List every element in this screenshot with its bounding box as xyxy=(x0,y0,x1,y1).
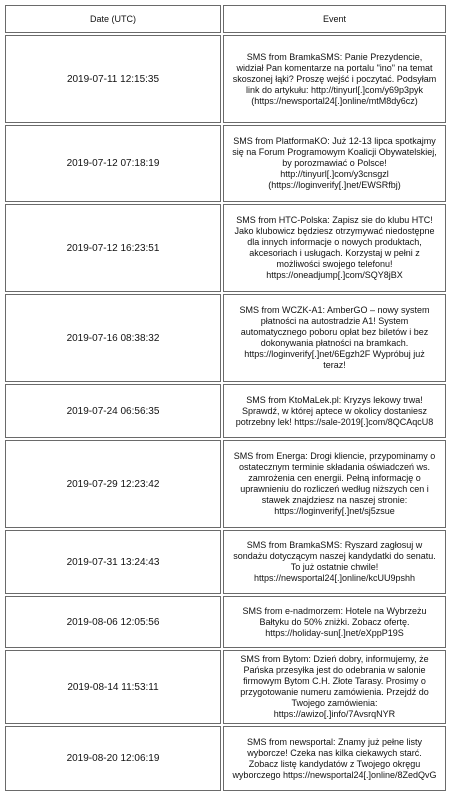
table-body xyxy=(5,35,446,791)
date-cell: 2019-07-12 16:23:51 xyxy=(5,204,221,292)
date-cell: 2019-07-16 08:38:32 xyxy=(5,294,221,382)
table-row xyxy=(5,384,446,438)
event-cell: SMS from e-nadmorzem: Hotele na Wybrzeżu Bałtyku do 50% zniżki. Zobacz ofertę. https://holiday-sun[.]net/eXppP19S xyxy=(223,596,446,648)
table-row xyxy=(5,530,446,594)
event-cell: SMS from KtoMaLek.pl: Kryzys lekowy trwa! Sprawdź, w której aptece w okolicy dostaniesz potrzebny lek! https://sale-2019[.]com/8QCAqcU8 xyxy=(223,384,446,438)
table-header xyxy=(5,5,446,33)
table-row xyxy=(5,440,446,528)
date-cell: 2019-07-29 12:23:42 xyxy=(5,440,221,528)
table-row xyxy=(5,204,446,292)
date-cell: 2019-07-11 12:15:35 xyxy=(5,35,221,123)
table-row xyxy=(5,650,446,724)
event-column-header: Event xyxy=(223,5,446,33)
event-cell: SMS from BramkaSMS: Panie Prezydencie, widział Pan komentarze na portalu "ino" na temat skoszonej łąki? Proszę wejść i poczytać. Podsyłam link do artykułu: http://tinyurl[.]com/y69p3pyk (https://newsportal24[.]online/mtM8dy6cz) xyxy=(223,35,446,123)
date-cell: 2019-08-14 11:53:11 xyxy=(5,650,221,724)
event-cell: SMS from Energa: Drogi kliencie, przypominamy o ostatecznym terminie składania oświadczeń ws. zamrożenia cen energii. Pełną informację o uprawnieniu do rozliczeń według niższych cen i stawek znajdziesz na naszej stronie: https://loginverify[.]net/sj5zsue xyxy=(223,440,446,528)
event-cell: SMS from newsportal: Znamy już pełne listy wyborcze! Czeka nas kilka ciekawych starć. Zobacz listę kandydatów z Twojego okręgu wyborczego https://newsportal24[.]online/8ZedQvG xyxy=(223,726,446,791)
date-cell: 2019-07-12 07:18:19 xyxy=(5,125,221,202)
date-cell: 2019-07-31 13:24:43 xyxy=(5,530,221,594)
date-cell: 2019-08-06 12:05:56 xyxy=(5,596,221,648)
table-row xyxy=(5,125,446,202)
table-row xyxy=(5,35,446,123)
event-cell: SMS from BramkaSMS: Ryszard zagłosuj w sondażu dotyczącym naszej kandydatki do senatu. To już ostatnie chwile! https://newsportal24[.]online/kcUU9pshh xyxy=(223,530,446,594)
event-cell: SMS from HTC-Polska: Zapisz sie do klubu HTC! Jako klubowicz będziesz otrzymywać niedostępne dla innych informacje o nowych produktach, akcesoriach i usługach. Korzystaj w pełni z możliwości swojego telefonu! https://oneadjump[.]com/SQY8jBX xyxy=(223,204,446,292)
table-row xyxy=(5,294,446,382)
date-cell: 2019-07-24 06:56:35 xyxy=(5,384,221,438)
date-column-header: Date (UTC) xyxy=(5,5,221,33)
table-row xyxy=(5,596,446,648)
event-cell: SMS from Bytom: Dzień dobry, informujemy, że Pańska przesyłka jest do odebrania w salonie firmowym Bytom C.H. Złote Tarasy. Prosimy o przygotowanie numeru zamówienia. Przejdź do Twojego zamówienia: https://awizo[.]info/7AvsrqNYR xyxy=(223,650,446,724)
sms-events-table xyxy=(3,3,448,793)
table-row xyxy=(5,726,446,791)
event-cell: SMS from WCZK-A1: AmberGO – nowy system płatności na autostradzie A1! System automatycznego poboru opłat bez biletów i bez dokonywania płatności na bramkach. https://loginverify[.]net/6Egzh2F Wypróbuj już teraz! xyxy=(223,294,446,382)
header-row xyxy=(5,5,446,33)
event-cell: SMS from PlatformaKO: Już 12-13 lipca spotkajmy się na Forum Programowym Koalicji Obywatelskiej, by porozmawiać o Polsce! http://tinyurl[.]com/y3cnsgzl (https://loginverify[.]net/EWSRfbj) xyxy=(223,125,446,202)
date-cell: 2019-08-20 12:06:19 xyxy=(5,726,221,791)
